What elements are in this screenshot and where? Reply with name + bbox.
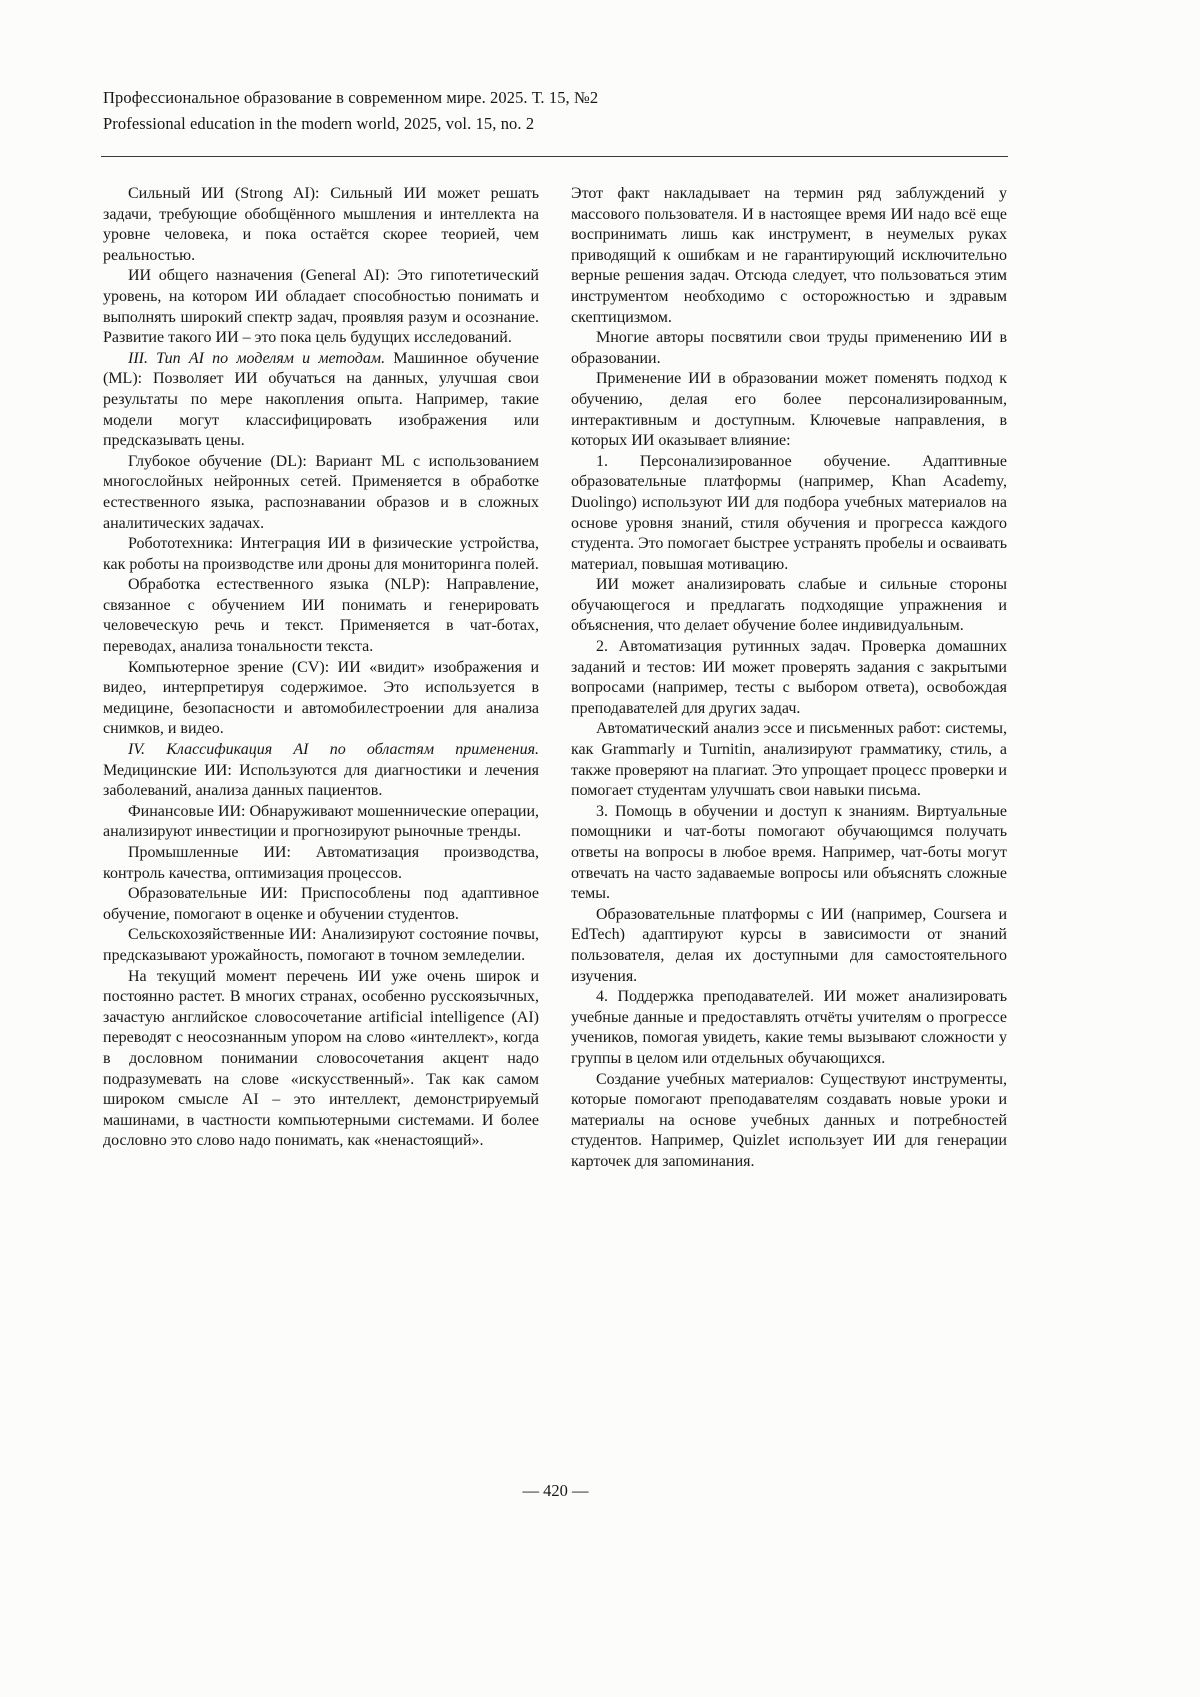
text-run: Промышленные ИИ: Автоматизация производства, контроль качества, оптимизация процессов. — [103, 844, 539, 882]
text-run: 2. Автоматизация рутинных задач. Проверка домашних заданий и тестов: ИИ может проверять задания с закрытыми вопросами (например, тесты с выбором ответа), освобождая преподавателей для других задач. — [571, 638, 1007, 717]
paragraph — [571, 328, 1007, 369]
paragraph — [571, 575, 1007, 637]
text-run: ИИ может анализировать слабые и сильные стороны обучающегося и предлагать подходящие упражнения и объяснения, что делает обучение более индивидуальным. — [571, 576, 1007, 635]
paragraph — [103, 802, 539, 843]
paragraph — [103, 349, 539, 452]
text-run: 4. Поддержка преподавателей. ИИ может анализировать учебные данные и предоставлять отчёты учителям о прогрессе учеников, помогая увидеть, какие темы вызывают сложности у группы в целом или отдельных обучающихся. — [571, 988, 1007, 1067]
paragraph — [103, 925, 539, 966]
text-run: Медицинские ИИ: Используются для диагностики и лечения заболеваний, анализа данных пациентов. — [103, 761, 539, 800]
text-run: Финансовые ИИ: Обнаруживают мошеннические операции, анализируют инвестиции и прогнозируют рыночные тренды. — [103, 802, 539, 841]
paragraph — [571, 905, 1007, 987]
text-run: Этот факт накладывает на термин ряд заблуждений у массового пользователя. И в настоящее время ИИ надо всё еще воспринимать лишь как инструмент, в неумелых руках приводящий к ошибкам и не гарантирующий исключительно верные решения задач. Отсюда следует, что пользоваться этим инструментом необходимо с осторожностью и здравым скептицизмом. — [571, 185, 1007, 326]
text-run: 1. Персонализированное обучение. Адаптивные образовательные платформы (например, Khan Academy, Duolingo) используют ИИ для подбора учебных материалов на основе уровня знаний, стиля обучения и прогресса каждого студента. Это помогает быстрее устранять пробелы и осваивать материал, повышая мотивацию. — [571, 452, 1007, 573]
italic-run: IV. Классификация AI по областям применения. — [128, 741, 539, 759]
paragraph — [571, 452, 1007, 576]
text-run: На текущий момент перечень ИИ уже очень широк и постоянно растет. В многих странах, особенно русскоязычных, зачастую английское словосочетание artificial intelligence (AI) переводят с неосознанным упором на слово «интеллект», когда в дословном понимании словосочетания акцент надо подразумевать на слове «искусственный». Так как самом широком смысле AI – это интеллект, демонстрируемый машинами, в частности компьютерными системами. И более дословно это слово надо понимать, как «ненастоящий». — [103, 967, 539, 1150]
column-right — [571, 184, 1007, 1478]
text-run: Образовательные ИИ: Приспособлены под адаптивное обучение, помогают в оценке и обучении студентов. — [103, 885, 539, 923]
paragraph — [103, 266, 539, 348]
text-run: Сельскохозяйственные ИИ: Анализируют состояние почвы, предсказывают урожайность, помогают в точном земледелии. — [103, 926, 539, 964]
paragraph — [571, 802, 1007, 905]
paragraph — [103, 575, 539, 657]
paragraph — [103, 534, 539, 575]
paragraph — [103, 967, 539, 1152]
text-run: Обработка естественного языка (NLP): Направление, связанное с обучением ИИ понимать и генерировать человеческую речь и текст. Применяется в чат-ботах, переводах, анализа тональности текста. — [103, 576, 539, 656]
article-body — [103, 184, 1008, 1478]
text-run: Машинное обучение (ML): Позволяет ИИ обучаться на данных, улучшая свои результаты по мере накопления опыта. Например, такие модели могут классифицировать изображения или предсказывать цены. — [103, 349, 540, 450]
text-run: Сильный ИИ (Strong AI): Сильный ИИ может решать задачи, требующие обобщённого мышления и интеллекта на уровне человека, и пока остаётся скорее теорией, чем реальностью. — [103, 185, 539, 264]
text-run: Робототехника: Интеграция ИИ в физические устройства, как роботы на производстве или дроны для мониторинга полей. — [103, 535, 539, 573]
column-left — [103, 184, 539, 1478]
text-run: Применение ИИ в образовании может поменять подход к обучению, делая его более персонализированным, интерактивным и доступным. Ключевые направления, в которых ИИ оказывает влияние: — [571, 370, 1007, 450]
text-run: Многие авторы посвятили свои труды применению ИИ в образовании. — [571, 329, 1007, 367]
paragraph — [571, 1070, 1007, 1173]
paragraph — [103, 740, 539, 802]
paragraph — [571, 637, 1007, 719]
text-run: Образовательные платформы с ИИ (например, Coursera и EdTech) адаптируют курсы в зависимости от знаний пользователя, делая их доступными для самостоятельного изучения. — [571, 905, 1007, 985]
paragraph — [103, 184, 539, 266]
text-run: Создание учебных материалов: Существуют инструменты, которые помогают преподавателям создавать новые уроки и материалы на основе учебных данных и потребностей студентов. Например, Quizlet использует ИИ для генерации карточек для запоминания. — [571, 1070, 1007, 1170]
text-run: Компьютерное зрение (CV): ИИ «видит» изображения и видео, интерпретируя содержимое. Это используется в медицине, безопасности и автомобилестроении для анализа снимков, и видео. — [103, 658, 539, 738]
paragraph — [103, 843, 539, 884]
paragraph — [103, 452, 539, 534]
paragraph — [571, 987, 1007, 1069]
text-run: ИИ общего назначения (General AI): Это гипотетический уровень, на котором ИИ обладает способностью понимать и выполнять широкий спектр задач, проявляя разум и осознание. Развитие такого ИИ – это пока цель будущих исследований. — [103, 267, 539, 347]
paragraph — [571, 369, 1007, 451]
italic-run: III. Тип AI по моделям и методам. — [128, 349, 386, 367]
running-head — [103, 85, 1008, 137]
header-rule — [101, 156, 1008, 157]
journal-title-en: Professional education in the modern world, 2025, vol. 15, no. 2 — [103, 114, 535, 133]
paragraph — [103, 658, 539, 740]
text-run: Автоматический анализ эссе и письменных работ: системы, как Grammarly и Turnitin, анализируют грамматику, стиль, а также проверяют на плагиат. Это упрощает процесс проверки и помогает студентам улучшать свои навыки письма. — [571, 720, 1007, 800]
text-run: Глубокое обучение (DL): Вариант ML с использованием многослойных нейронных сетей. Применяется в обработке естественного языка, распознавании образов и в сложных аналитических задачах. — [103, 452, 539, 532]
journal-title-ru: Профессиональное образование в современном мире. 2025. Т. 15, №2 — [103, 88, 599, 107]
paragraph — [571, 184, 1007, 328]
page-number: — 420 — — [522, 1481, 589, 1500]
paragraph — [571, 719, 1007, 801]
paragraph — [103, 884, 539, 925]
page-footer — [103, 1481, 1008, 1501]
text-run: 3. Помощь в обучении и доступ к знаниям. Виртуальные помощники и чат-боты помогают обучающимся получать ответы на вопросы в любое время. Например, чат-боты могут отвечать на часто задаваемые вопросы или объяснять сложные темы. — [571, 802, 1007, 903]
